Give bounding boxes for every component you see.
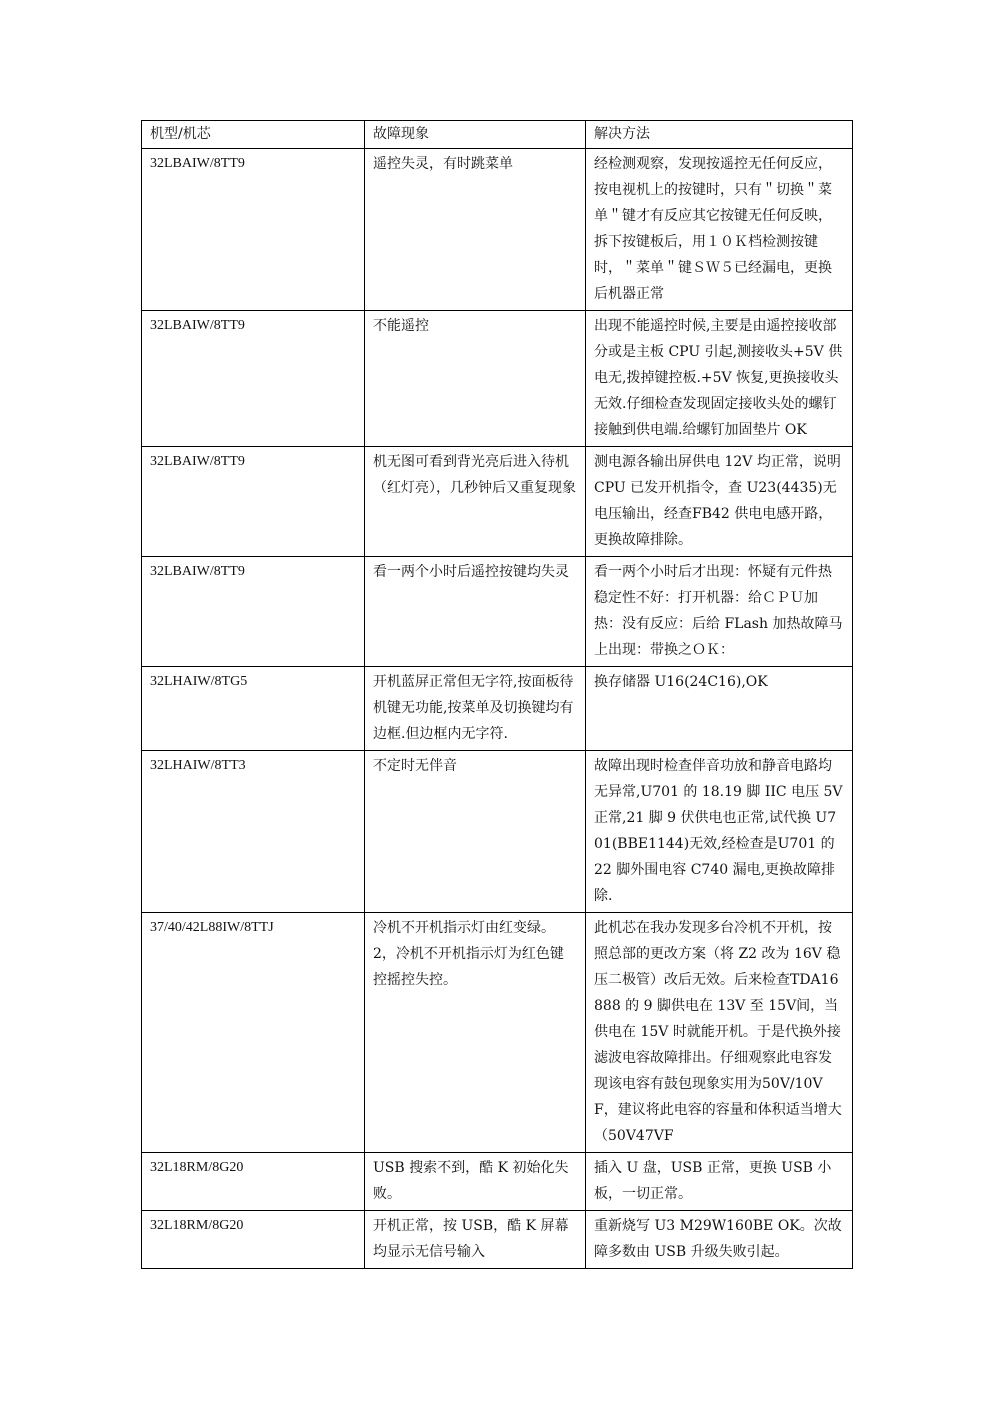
table-row (142, 913, 853, 1153)
solution-cell: 重新烧写 U3 M29W160BE OK。次故障多数由 USB 升级失败引起。 (586, 1211, 853, 1269)
symptom-cell: 开机正常，按 USB，酷 K 屏幕均显示无信号输入 (365, 1211, 586, 1269)
model-cell: 32LBAIW/8TT9 (142, 311, 365, 447)
table-row (142, 667, 853, 751)
symptom-cell: 不能遥控 (365, 311, 586, 447)
header-symptom: 故障现象 (365, 121, 586, 149)
table-row (142, 1153, 853, 1211)
table-row (142, 447, 853, 557)
symptom-cell: 机无图可看到背光亮后进入待机（红灯亮），几秒钟后又重复现象 (365, 447, 586, 557)
model-cell: 37/40/42L88IW/8TTJ (142, 913, 365, 1153)
solution-cell: 换存储器 U16(24C16),OK (586, 667, 853, 751)
solution-cell: 故障出现时检查伴音功放和静音电路均无异常,U701 的 18.19 脚 IIC 电压 5V 正常,21 脚 9 伏供电也正常,试代换 U701(BBE1144)无效,经检查是U701 的 22 脚外围电容 C740 漏电,更换故障排除. (586, 751, 853, 913)
symptom-cell: 开机蓝屏正常但无字符,按面板待机键无功能,按菜单及切换键均有边框.但边框内无字符. (365, 667, 586, 751)
model-cell: 32LBAIW/8TT9 (142, 557, 365, 667)
table-header-row (142, 121, 853, 149)
table-row (142, 557, 853, 667)
model-cell: 32LBAIW/8TT9 (142, 149, 365, 311)
model-cell: 32L18RM/8G20 (142, 1211, 365, 1269)
model-cell: 32L18RM/8G20 (142, 1153, 365, 1211)
model-cell: 32LHAIW/8TT3 (142, 751, 365, 913)
header-solution: 解决方法 (586, 121, 853, 149)
solution-cell: 插入 U 盘，USB 正常，更换 USB 小板，一切正常。 (586, 1153, 853, 1211)
symptom-cell: 冷机不开机指示灯由红变绿。2，冷机不开机指示灯为红色键控摇控失控。 (365, 913, 586, 1153)
solution-cell: 经检测观察，发现按遥控无任何反应，按电视机上的按键时，只有＂切换＂菜单＂键才有反应其它按键无任何反映，拆下按键板后，用１０Ｋ档检测按键时，＂菜单＂键ＳＷ５已经漏电，更换后机器正常 (586, 149, 853, 311)
table-row (142, 751, 853, 913)
solution-cell: 测电源各输出屏供电 12V 均正常，说明 CPU 已发开机指令，查 U23(4435)无电压输出，经查FB42 供电电感开路，更换故障排除。 (586, 447, 853, 557)
model-cell: 32LBAIW/8TT9 (142, 447, 365, 557)
table-row (142, 311, 853, 447)
solution-cell: 出现不能遥控时候,主要是由遥控接收部分或是主板 CPU 引起,测接收头+5V 供电无,拨掉键控板.+5V 恢复,更换接收头无效.仔细检查发现固定接收头处的螺钉接触到供电端.给螺钉加固垫片 OK (586, 311, 853, 447)
table-row (142, 1211, 853, 1269)
symptom-cell: USB 搜索不到，酷 K 初始化失败。 (365, 1153, 586, 1211)
symptom-cell: 不定时无伴音 (365, 751, 586, 913)
symptom-cell: 看一两个小时后遥控按键均失灵 (365, 557, 586, 667)
model-cell: 32LHAIW/8TG5 (142, 667, 365, 751)
symptom-cell: 遥控失灵，有时跳菜单 (365, 149, 586, 311)
fault-repair-table (141, 120, 853, 1269)
solution-cell: 此机芯在我办发现多台冷机不开机，按照总部的更改方案（将 Z2 改为 16V 稳压二极管）改后无效。后来检查TDA16888 的 9 脚供电在 13V 至 15V间，当供电在 15V 时就能开机。于是代换外接滤波电容故障排出。仔细观察此电容发现该电容有鼓包现象实用为50V/10VF，建议将此电容的容量和体积适当增大（50V47VF (586, 913, 853, 1153)
table-row (142, 149, 853, 311)
solution-cell: 看一两个小时后才出现：怀疑有元件热稳定性不好：打开机器：给ＣＰＵ加热：没有反应：后给 FLash 加热故障马上出现：带换之ＯＫ： (586, 557, 853, 667)
header-model: 机型/机芯 (142, 121, 365, 149)
